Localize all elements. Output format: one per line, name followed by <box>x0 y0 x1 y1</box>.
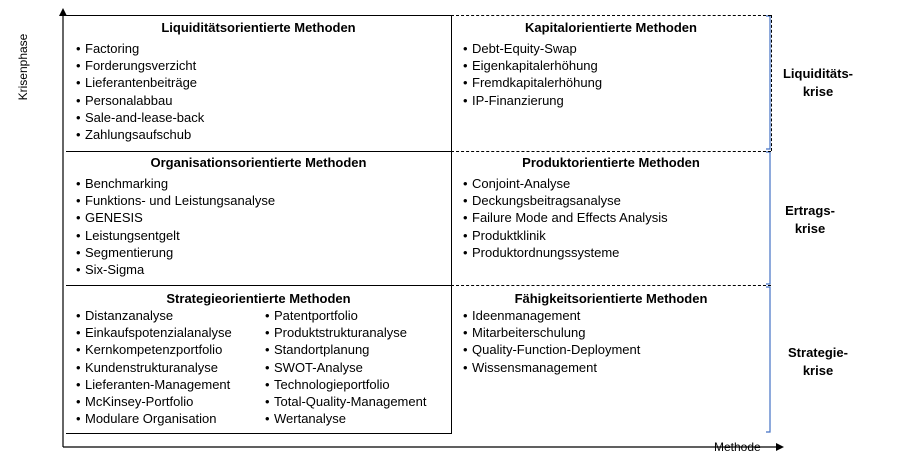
list-item: • Segmentierung <box>76 244 275 261</box>
list-item: • SWOT-Analyse <box>265 359 426 376</box>
list-item: • Funktions- und Leistungsanalyse <box>76 192 275 209</box>
list-item: • Wissensmanagement <box>463 359 640 376</box>
list-item: • Produktordnungssysteme <box>463 244 668 261</box>
method-list <box>76 40 204 143</box>
y-axis-label: Krisenphase <box>16 33 30 101</box>
list-item: • Benchmarking <box>76 175 275 192</box>
list-item: • Kundenstrukturanalyse <box>76 359 232 376</box>
method-list <box>76 175 275 278</box>
list-item: • Modulare Organisation <box>76 410 232 427</box>
list-item: • McKinsey-Portfolio <box>76 393 232 410</box>
list-item: • Standortplanung <box>265 341 426 358</box>
cell-title: Produktorientierte Methoden <box>522 155 700 170</box>
list-item: • Technologieportfolio <box>265 376 426 393</box>
list-item: • Failure Mode and Effects Analysis <box>463 209 668 226</box>
list-item: • Wertanalyse <box>265 410 426 427</box>
cell-title: Liquiditätsorientierte Methoden <box>161 20 356 35</box>
cell-title: Strategieorientierte Methoden <box>166 291 351 306</box>
list-item: • Eigenkapitalerhöhung <box>463 57 602 74</box>
method-list <box>463 175 668 261</box>
list-item: • GENESIS <box>76 209 275 226</box>
list-item: • Deckungsbeitragsanalyse <box>463 192 668 209</box>
list-item: • Personalabbau <box>76 92 204 109</box>
crisis-label-strategie: Strategie- krise <box>788 345 848 378</box>
list-item: • Distanzanalyse <box>76 307 232 324</box>
list-item: • Lieferantenbeiträge <box>76 74 204 91</box>
list-item: • Forderungsverzicht <box>76 57 204 74</box>
list-item: • Six-Sigma <box>76 261 275 278</box>
list-item: • Debt-Equity-Swap <box>463 40 602 57</box>
method-list <box>463 40 602 109</box>
list-item: • Kernkompetenzportfolio <box>76 341 232 358</box>
list-item: • Quality-Function-Deployment <box>463 341 640 358</box>
list-item: • Fremdkapitalerhöhung <box>463 74 602 91</box>
cell-title: Fähigkeitsorientierte Methoden <box>514 291 708 306</box>
method-list-col1 <box>76 307 232 427</box>
list-item: • Einkaufspotenzialanalyse <box>76 324 232 341</box>
list-item: • Factoring <box>76 40 204 57</box>
list-item: • Mitarbeiterschulung <box>463 324 640 341</box>
cell-title: Kapitalorientierte Methoden <box>525 20 697 35</box>
x-axis-arrow <box>776 443 784 451</box>
method-list <box>463 307 640 376</box>
method-list-col2 <box>265 307 426 427</box>
x-axis-label: Methode <box>714 440 761 454</box>
crisis-label-ertrag: Ertrags- krise <box>785 203 835 236</box>
crisis-label-liquiditaet: Liquiditäts- krise <box>782 66 854 99</box>
cell-title: Organisationsorientierte Methoden <box>150 155 367 170</box>
list-item: • Patentportfolio <box>265 307 426 324</box>
list-item: • IP-Finanzierung <box>463 92 602 109</box>
list-item: • Conjoint-Analyse <box>463 175 668 192</box>
list-item: • Zahlungsaufschub <box>76 126 204 143</box>
list-item: • Produktstrukturanalyse <box>265 324 426 341</box>
list-item: • Sale-and-lease-back <box>76 109 204 126</box>
list-item: • Ideenmanagement <box>463 307 640 324</box>
list-item: • Total-Quality-Management <box>265 393 426 410</box>
list-item: • Leistungsentgelt <box>76 227 275 244</box>
list-item: • Produktklinik <box>463 227 668 244</box>
list-item: • Lieferanten-Management <box>76 376 232 393</box>
